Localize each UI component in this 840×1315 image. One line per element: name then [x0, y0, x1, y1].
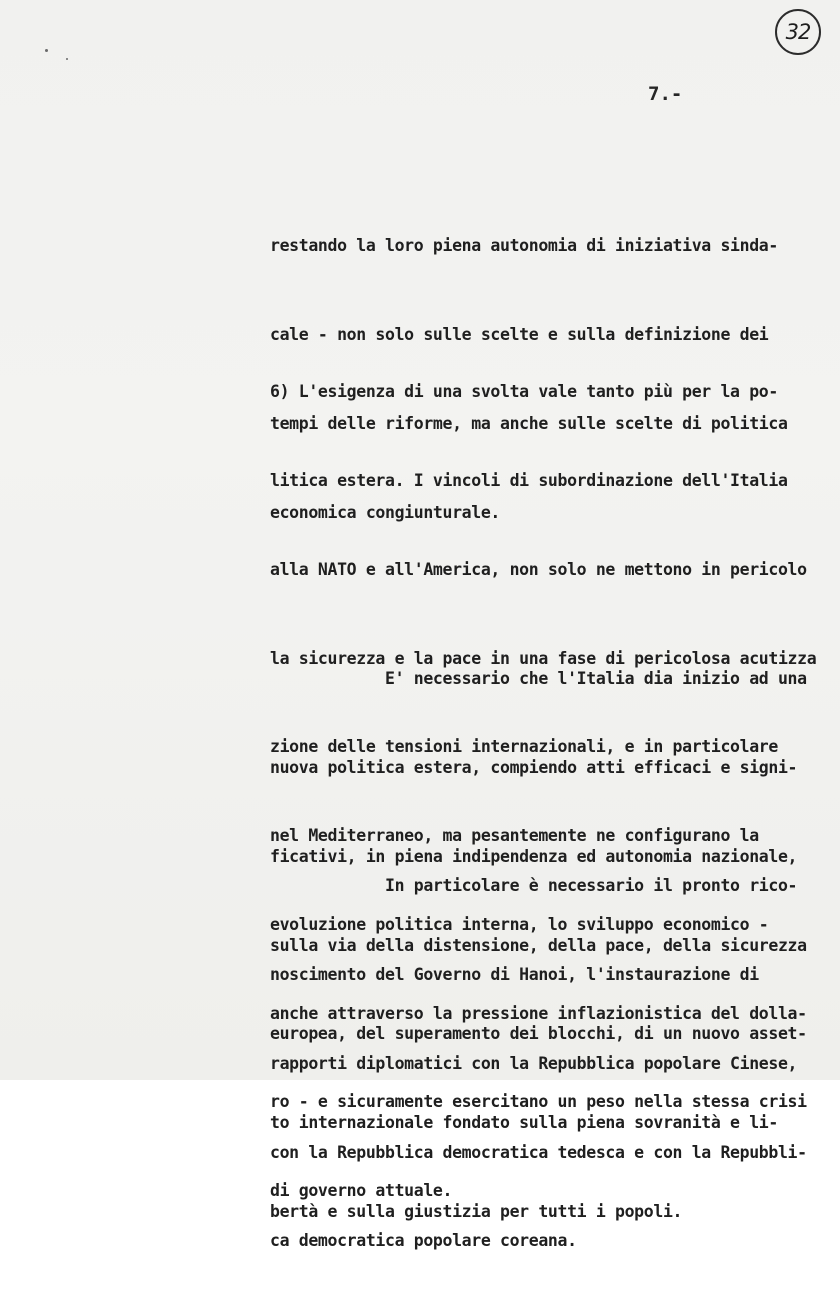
text-line: europea, del superamento dei blocchi, di un nuovo asset- [270, 1024, 807, 1044]
text-line: cale - non solo sulle scelte e sulla definizione dei [270, 324, 769, 344]
text-line: anche attraverso la pressione inflazionistica del dolla- [270, 1003, 807, 1023]
text-line: bertà e sulla giustizia per tutti i popoli. [270, 1201, 683, 1221]
text-line: alla NATO e all'America, non solo ne mettono in pericolo [270, 559, 807, 579]
text-line: zione delle tensioni internazionali, e in particolare [270, 737, 778, 757]
text-line: di governo attuale. [270, 1181, 453, 1201]
text-line: ro - e sicuramente esercitano un peso nella stessa crisi [270, 1092, 807, 1112]
text-line: In particolare è necessario il pronto rico- [270, 876, 798, 896]
text-line: nel Mediterraneo, ma pesantemente ne configurano la [270, 826, 759, 846]
text-line: sulla via della distensione, della pace, della sicurezza [270, 935, 807, 955]
paper-speck [45, 49, 48, 52]
paper-speck [66, 58, 68, 60]
text-line: tempi delle riforme, ma anche sulle scelte di politica [270, 413, 788, 433]
text-line: rapporti diplomatici con la Repubblica popolare Cinese, [270, 1053, 798, 1073]
text-line: E' necessario che l'Italia dia inizio ad una [270, 669, 807, 689]
paragraph-4 [270, 812, 807, 1315]
text-line: la sicurezza e la pace in una fase di pericolosa acutizza [270, 648, 817, 668]
archive-number: 32 [785, 20, 811, 44]
text-line: economica congiunturale. [270, 502, 501, 522]
text-line: con la Repubblica democratica tedesca e con la Repubbli- [270, 1142, 807, 1162]
text-line: nuova politica estera, compiendo atti efficaci e signi- [270, 757, 798, 777]
text-line: restando la loro piena autonomia di iniziativa sinda- [270, 236, 778, 256]
text-line: noscimento del Governo di Hanoi, l'instaurazione di [270, 964, 759, 984]
text-line: ca democratica popolare coreana. [270, 1231, 577, 1251]
text-line: litica estera. I vincoli di subordinazione dell'Italia [270, 470, 788, 490]
archive-number-mark [775, 9, 821, 55]
text-line: to internazionale fondato sulla piena sovranità e li- [270, 1113, 778, 1133]
text-line: ficativi, in piena indipendenza ed autonomia nazionale, [270, 846, 798, 866]
text-line: 6) L'esigenza di una svolta vale tanto più per la po- [270, 382, 778, 402]
text-line: evoluzione politica interna, lo sviluppo economico - [270, 914, 769, 934]
page-number: 7.- [648, 83, 683, 105]
